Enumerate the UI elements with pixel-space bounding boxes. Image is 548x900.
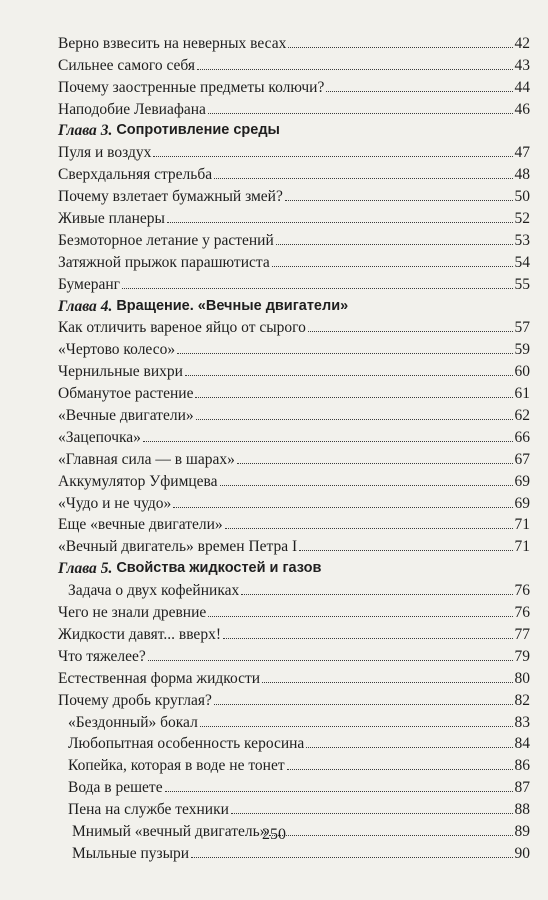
chapter-number: 3 [100, 122, 109, 140]
dot-leader [299, 550, 512, 551]
toc-entry-page: 84 [514, 735, 530, 753]
toc-entry [58, 643, 530, 665]
page-number: 250 [262, 826, 286, 843]
dot-leader [288, 47, 512, 48]
toc-entry-title: Наподобие Левиафана [58, 100, 206, 118]
toc-entry [58, 731, 530, 753]
toc-entry [58, 774, 530, 796]
toc-entry-title: Естественная форма жидкости [58, 669, 261, 687]
toc-entry-title: Вода в решете [68, 779, 163, 797]
toc-entry-page: 60 [514, 363, 530, 381]
toc-entry-page: 82 [514, 691, 530, 709]
toc-entry-page: 89 [514, 822, 530, 840]
toc-entry-title: Чего не знали древние [58, 604, 207, 622]
toc-entry [58, 74, 530, 96]
toc-entry [58, 315, 530, 337]
dot-leader [191, 857, 512, 858]
dot-leader [208, 616, 512, 617]
chapter-number: 4 [100, 297, 109, 315]
toc-entry-page: 66 [514, 428, 530, 446]
chapter-title: Свойства жидкостей и газов [116, 560, 322, 577]
toc-entry-page: 42 [514, 34, 530, 52]
dot-leader [197, 69, 512, 70]
toc-entry-page: 55 [514, 275, 530, 293]
toc-entry [58, 358, 530, 380]
dot-leader [208, 113, 513, 114]
chapter-label: Глава [58, 122, 97, 140]
dot-leader [173, 507, 512, 508]
toc-entry-title: Пуля и воздух [58, 144, 152, 162]
toc-entry-page: 69 [514, 494, 530, 512]
chapter-title: Вращение. «Вечные двигатели» [116, 297, 349, 314]
chapter-label: Глава [58, 297, 97, 315]
toc-entry-title: Сильнее самого себя [58, 56, 196, 74]
toc-entry-page: 71 [514, 516, 530, 534]
toc-entry-page: 79 [514, 647, 530, 665]
toc-entry [58, 687, 530, 709]
toc-entry [58, 161, 530, 183]
toc-entry-page: 53 [514, 231, 530, 249]
toc-entry-title: Пена на службе техники [68, 801, 229, 819]
toc-entry-title: Безмоторное летание у растений [58, 231, 274, 249]
toc-entry-title: Сверхдальняя стрельба [58, 166, 213, 184]
toc-entry [58, 490, 530, 512]
toc-entry [58, 271, 530, 293]
dot-leader [167, 222, 513, 223]
toc-entry-title: Мыльные пузыри [72, 844, 190, 862]
dot-leader [276, 244, 513, 245]
toc-entry-page: 61 [514, 385, 530, 403]
toc-entry [58, 402, 530, 424]
toc-entry-title: Живые планеры [58, 210, 165, 228]
dot-leader [285, 200, 513, 201]
toc-entry-title: Почему заостренные предметы колючи? [58, 78, 325, 96]
toc-entry-page: 86 [514, 757, 530, 775]
toc-entry [58, 577, 530, 599]
toc-entry [58, 533, 530, 555]
toc-entry-page: 90 [514, 844, 530, 862]
toc-entry-title: «Главная сила — в шарах» [58, 450, 235, 468]
toc-entry-page: 87 [514, 779, 530, 797]
dot-leader [148, 660, 513, 661]
dot-leader [177, 353, 512, 354]
toc-entry [58, 30, 530, 52]
chapter-heading: Глава 3 . Сопротивление среды [58, 122, 280, 140]
toc-entry-page: 62 [514, 407, 530, 425]
toc-entry-title: «Чудо и не чудо» [58, 494, 172, 512]
toc-entry-title: Чернильные вихри [58, 363, 183, 381]
toc-entry-page: 76 [514, 582, 530, 600]
toc-entry-page: 43 [514, 56, 530, 74]
toc-entry-title: «Вечные двигатели» [58, 407, 194, 425]
table-of-contents [58, 30, 530, 862]
toc-entry [58, 446, 530, 468]
toc-entry-title: Обманутое растение [58, 385, 194, 403]
toc-entry [58, 249, 530, 271]
toc-entry [58, 468, 530, 490]
toc-entry-page: 69 [514, 472, 530, 490]
dot-leader [272, 266, 513, 267]
toc-entry [58, 665, 530, 687]
toc-entry [58, 796, 530, 818]
toc-entry-title: Любопытная особенность керосина [68, 735, 305, 753]
dot-leader [200, 726, 513, 727]
toc-entry-page: 57 [514, 319, 530, 337]
dot-leader [231, 813, 513, 814]
dot-leader [287, 769, 513, 770]
toc-entry [58, 227, 530, 249]
dot-leader [153, 156, 512, 157]
toc-entry [58, 512, 530, 534]
chapter-heading: Глава 4 . Вращение. «Вечные двигатели» [58, 297, 349, 315]
dot-leader [225, 528, 513, 529]
toc-entry-title: Почему дробь круглая? [58, 691, 212, 709]
toc-entry-page: 71 [514, 538, 530, 556]
dot-leader [220, 485, 513, 486]
toc-entry-title: «Зацепочка» [58, 428, 141, 446]
dot-leader [165, 791, 513, 792]
toc-entry-page: 76 [514, 604, 530, 622]
toc-entry-page: 54 [514, 253, 530, 271]
dot-leader [308, 331, 513, 332]
toc-entry-page: 44 [514, 78, 530, 96]
dot-leader [262, 682, 512, 683]
dot-leader [326, 91, 512, 92]
dot-leader [122, 288, 512, 289]
toc-entry-page: 47 [514, 144, 530, 162]
toc-entry [58, 336, 530, 358]
toc-entry-page: 83 [514, 713, 530, 731]
toc-entry-title: Задача о двух кофейниках [68, 582, 240, 600]
toc-entry-title: Что тяжелее? [58, 647, 146, 665]
toc-entry-title: Копейка, которая в воде не тонет [68, 757, 285, 775]
toc-entry-title: Жидкости давят... вверх! [58, 625, 221, 643]
chapter-label: Глава [58, 560, 97, 578]
dot-leader [241, 594, 512, 595]
toc-entry-title: Верно взвесить на неверных весах [58, 34, 287, 52]
toc-entry-page: 48 [514, 166, 530, 184]
toc-entry-page: 88 [514, 801, 530, 819]
toc-entry [58, 621, 530, 643]
toc-entry [58, 96, 530, 118]
toc-entry-title: «Вечный двигатель» времен Петра I [58, 538, 298, 556]
toc-entry-title: «Бездонный» бокал [68, 713, 198, 731]
toc-entry-page: 80 [514, 669, 530, 687]
toc-entry-page: 50 [514, 188, 530, 206]
toc-entry [58, 139, 530, 161]
toc-entry-page: 52 [514, 210, 530, 228]
chapter-number: 5 [100, 560, 109, 578]
toc-entry-title: Бумеранг [58, 275, 121, 293]
dot-leader [185, 375, 513, 376]
toc-entry [58, 52, 530, 74]
dot-leader [306, 747, 512, 748]
toc-entry-page: 77 [514, 625, 530, 643]
dot-leader [196, 419, 513, 420]
toc-entry-page: 67 [514, 450, 530, 468]
toc-entry-title: Почему взлетает бумажный змей? [58, 188, 283, 206]
toc-entry-title: Аккумулятор Уфимцева [58, 472, 218, 490]
toc-entry [58, 183, 530, 205]
toc-entry [58, 752, 530, 774]
dot-leader [214, 704, 513, 705]
dot-leader [143, 441, 513, 442]
toc-entry-title: Как отличить вареное яйцо от сырого [58, 319, 306, 337]
dot-leader [195, 397, 512, 398]
toc-entry-page: 59 [514, 341, 530, 359]
toc-entry [58, 709, 530, 731]
toc-entry-title: Мнимый «вечный двигатель» [72, 822, 268, 840]
toc-entry [58, 205, 530, 227]
toc-entry-title: Еще «вечные двигатели» [58, 516, 223, 534]
toc-entry-title: Затяжной прыжок парашютиста [58, 253, 270, 271]
toc-entry [58, 599, 530, 621]
toc-entry [58, 380, 530, 402]
dot-leader [214, 178, 512, 179]
chapter-heading: Глава 5 . Свойства жидкостей и газов [58, 560, 322, 578]
dot-leader [223, 638, 513, 639]
chapter-title: Сопротивление среды [116, 122, 280, 139]
dot-leader [237, 463, 513, 464]
toc-entry-page: 46 [514, 100, 530, 118]
toc-entry-title: «Чертово колесо» [58, 341, 176, 359]
toc-entry [58, 424, 530, 446]
